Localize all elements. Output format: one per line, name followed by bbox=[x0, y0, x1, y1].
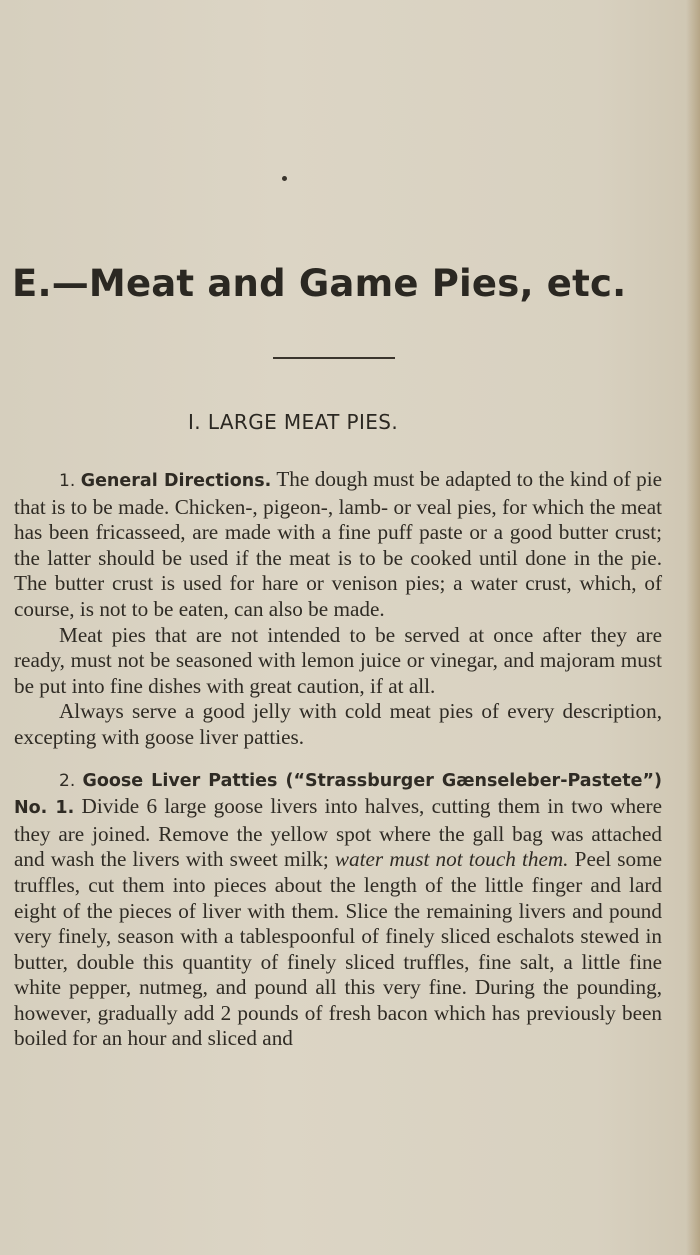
recipe-2-number: 2. bbox=[59, 770, 76, 791]
chapter-title: E.—Meat and Game Pies, etc. bbox=[12, 262, 627, 305]
recipe-2-heading: Goose Liver Patties (“Strassburger Gænseleber-Pastete”) No. 1. bbox=[14, 770, 663, 819]
recipe-1-paragraph-3: Always serve a good jelly with cold meat pies of every description, excepting with goose liver patties. bbox=[14, 699, 662, 749]
recipe-1-paragraph-1 bbox=[14, 467, 662, 623]
body-text bbox=[14, 467, 662, 1052]
recipe-2-text-before: Divide 6 large goose livers into halves, cutting them in two where they are joined. Remove the yellow spot where the gall bag was attached and wash the livers with sweet milk; bbox=[14, 794, 663, 872]
recipe-1-paragraph-2: Meat pies that are not intended to be served at once after they are ready, must not be seasoned with lemon juice or vinegar, and majoram must be put into fine dishes with great caution, if at all. bbox=[14, 622, 662, 698]
recipe-1-number: 1. bbox=[59, 471, 76, 491]
recipe-1-text-1: The dough must be adapted to the kind of pie that is to be made. Chicken-, pigeon-, lamb- or veal pies, for which the meat has been fricasseed, are made with a fine puff paste or a good butter crust; the latter should be used if the meat is to be cooked until done in the pie. The butter crust is used for hare or venison pies; a water crust, which, of course, is not to be eaten, can also be made. bbox=[14, 467, 663, 621]
page-edge-shadow bbox=[686, 0, 700, 1255]
recipe-2-italic: water must not touch them. bbox=[334, 847, 569, 872]
recipe-2-paragraph bbox=[14, 767, 662, 1053]
title-rule bbox=[273, 357, 395, 359]
ink-dot bbox=[282, 176, 287, 181]
recipe-1-heading: General Directions. bbox=[80, 471, 272, 491]
section-title: I. LARGE MEAT PIES. bbox=[188, 410, 399, 434]
recipe-2-text-after: Peel some truffles, cut them into pieces about the length of the little finger and lard eight of the pieces of liver with them. Slice the remaining livers and pound very finely, season with a tablespoonful of finely sliced eschalots stewed in butter, double this quantity of finely sliced truffles, fine salt, a little fine white pepper, nutmeg, and pound all this very fine. During the pounding, however, gradually add 2 pounds of fresh bacon which has previously been boiled for an hour and sliced and bbox=[14, 847, 663, 1051]
